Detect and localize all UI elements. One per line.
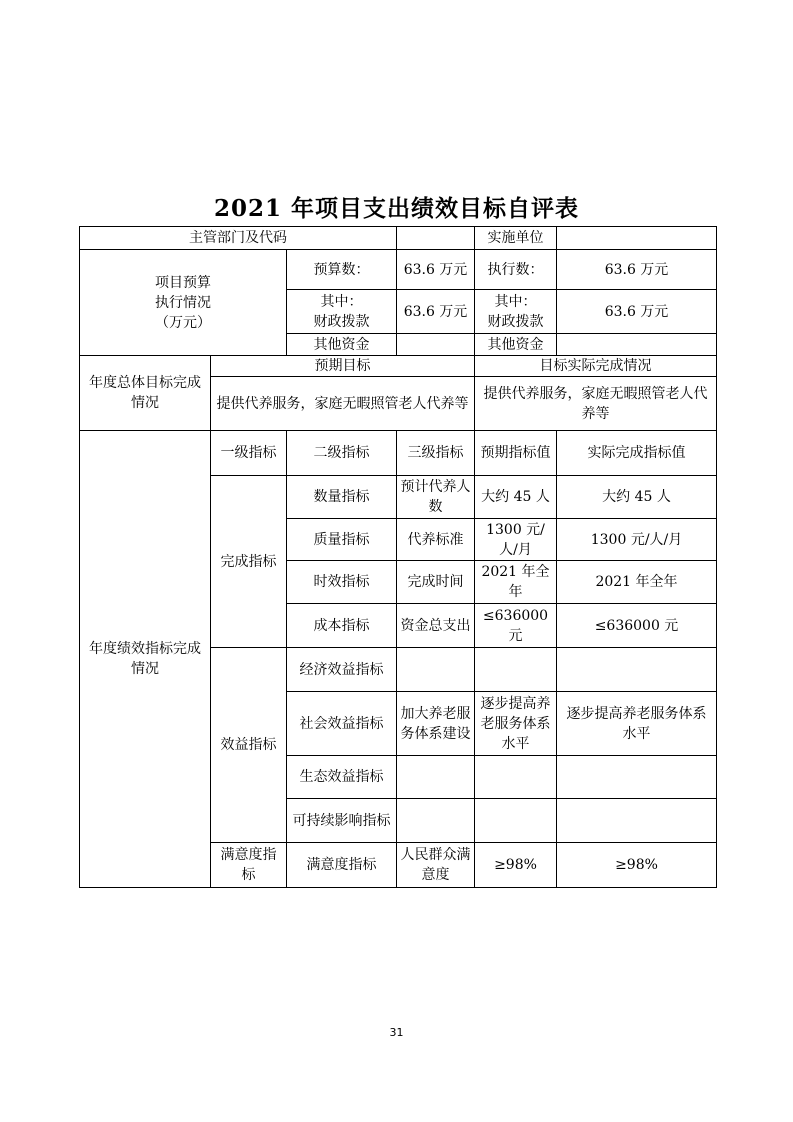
performance-table — [79, 226, 717, 888]
header-expected: 预期指标值 — [475, 431, 557, 476]
other-funds-label: 其他资金 — [287, 334, 397, 356]
indicator-level2: 经济效益指标 — [287, 648, 397, 692]
indicator-expected: ≤636000 元 — [475, 604, 557, 648]
unit-label: 实施单位 — [475, 227, 557, 250]
budget-amount-value: 63.6 万元 — [397, 250, 475, 290]
among-label-line1: 其中： — [320, 293, 363, 310]
indicator-level2: 生态效益指标 — [287, 756, 397, 799]
exec-amount-label: 执行数： — [475, 250, 557, 290]
group-benefit: 效益指标 — [211, 648, 287, 843]
indicator-actual: 大约 45 人 — [557, 476, 717, 519]
indicator-actual: 2021 年全年 — [557, 561, 717, 604]
indicator-level2: 质量指标 — [287, 519, 397, 561]
other-funds-budget — [397, 334, 475, 356]
dept-label: 主管部门及代码 — [80, 227, 397, 250]
indicator-level2: 满意度指标 — [287, 843, 397, 888]
indicator-expected — [475, 799, 557, 843]
exec-amount-value: 63.6 万元 — [557, 250, 717, 290]
indicator-level3 — [397, 799, 475, 843]
indicator-actual: 逐步提高养老服务体系水平 — [557, 692, 717, 756]
indicator-level3: 完成时间 — [397, 561, 475, 604]
budget-label-line1: 项目预算 — [155, 274, 211, 291]
dept-value — [397, 227, 475, 250]
indicator-actual — [557, 799, 717, 843]
indicator-actual — [557, 648, 717, 692]
expected-goal-header: 预期目标 — [211, 356, 475, 377]
indicator-actual — [557, 756, 717, 799]
among-label-line2: 财政拨款 — [313, 313, 370, 330]
other-funds-exec-value — [557, 334, 717, 356]
among-exec-value: 63.6 万元 — [557, 290, 717, 334]
page-number: 31 — [389, 1026, 404, 1039]
group-satisfaction: 满意度指标 — [211, 843, 287, 888]
indicator-level2: 成本指标 — [287, 604, 397, 648]
indicators-label: 年度绩效指标完成情况 — [80, 431, 211, 888]
indicator-level2: 时效指标 — [287, 561, 397, 604]
budget-label — [80, 250, 287, 356]
actual-goal-header: 目标实际完成情况 — [475, 356, 717, 377]
indicator-actual: ≤636000 元 — [557, 604, 717, 648]
indicator-level3 — [397, 756, 475, 799]
header-actual: 实际完成指标值 — [557, 431, 717, 476]
indicator-actual: 1300 元/人/月 — [557, 519, 717, 561]
header-level2: 二级指标 — [287, 431, 397, 476]
annual-goal-label: 年度总体目标完成情况 — [80, 356, 211, 431]
indicator-level2: 数量指标 — [287, 476, 397, 519]
among-exec-label-line1: 其中： — [494, 293, 537, 310]
unit-value — [557, 227, 717, 250]
other-funds-exec-label: 其他资金 — [475, 334, 557, 356]
indicator-level3: 预计代养人数 — [397, 476, 475, 519]
indicator-level2: 可持续影响指标 — [287, 799, 397, 843]
indicator-expected: 逐步提高养老服务体系水平 — [475, 692, 557, 756]
indicator-actual: ≥98% — [557, 843, 717, 888]
header-level3: 三级指标 — [397, 431, 475, 476]
indicator-level3: 代养标准 — [397, 519, 475, 561]
indicator-level2: 社会效益指标 — [287, 692, 397, 756]
among-exec-label-line2: 财政拨款 — [487, 313, 544, 330]
indicator-expected: 2021 年全年 — [475, 561, 557, 604]
header-level1: 一级指标 — [211, 431, 287, 476]
budget-amount-label: 预算数： — [287, 250, 397, 290]
budget-label-line3: （万元） — [155, 314, 211, 331]
indicator-level3 — [397, 648, 475, 692]
indicator-expected: 1300 元/人/月 — [475, 519, 557, 561]
page-title: 2021 年项目支出绩效目标自评表 — [213, 195, 580, 222]
indicator-expected: ≥98% — [475, 843, 557, 888]
among-exec-label — [475, 290, 557, 334]
indicator-level3: 资金总支出 — [397, 604, 475, 648]
among-budget-value: 63.6 万元 — [397, 290, 475, 334]
actual-goal-text: 提供代养服务，家庭无暇照管老人代养等 — [475, 377, 717, 431]
indicator-level3: 人民群众满意度 — [397, 843, 475, 888]
group-completion: 完成指标 — [211, 476, 287, 648]
indicator-expected: 大约 45 人 — [475, 476, 557, 519]
budget-label-line2: 执行情况 — [155, 294, 211, 311]
expected-goal-text: 提供代养服务，家庭无暇照管老人代养等 — [211, 377, 475, 431]
indicator-expected — [475, 756, 557, 799]
among-label — [287, 290, 397, 334]
indicator-level3: 加大养老服务体系建设 — [397, 692, 475, 756]
indicator-expected — [475, 648, 557, 692]
